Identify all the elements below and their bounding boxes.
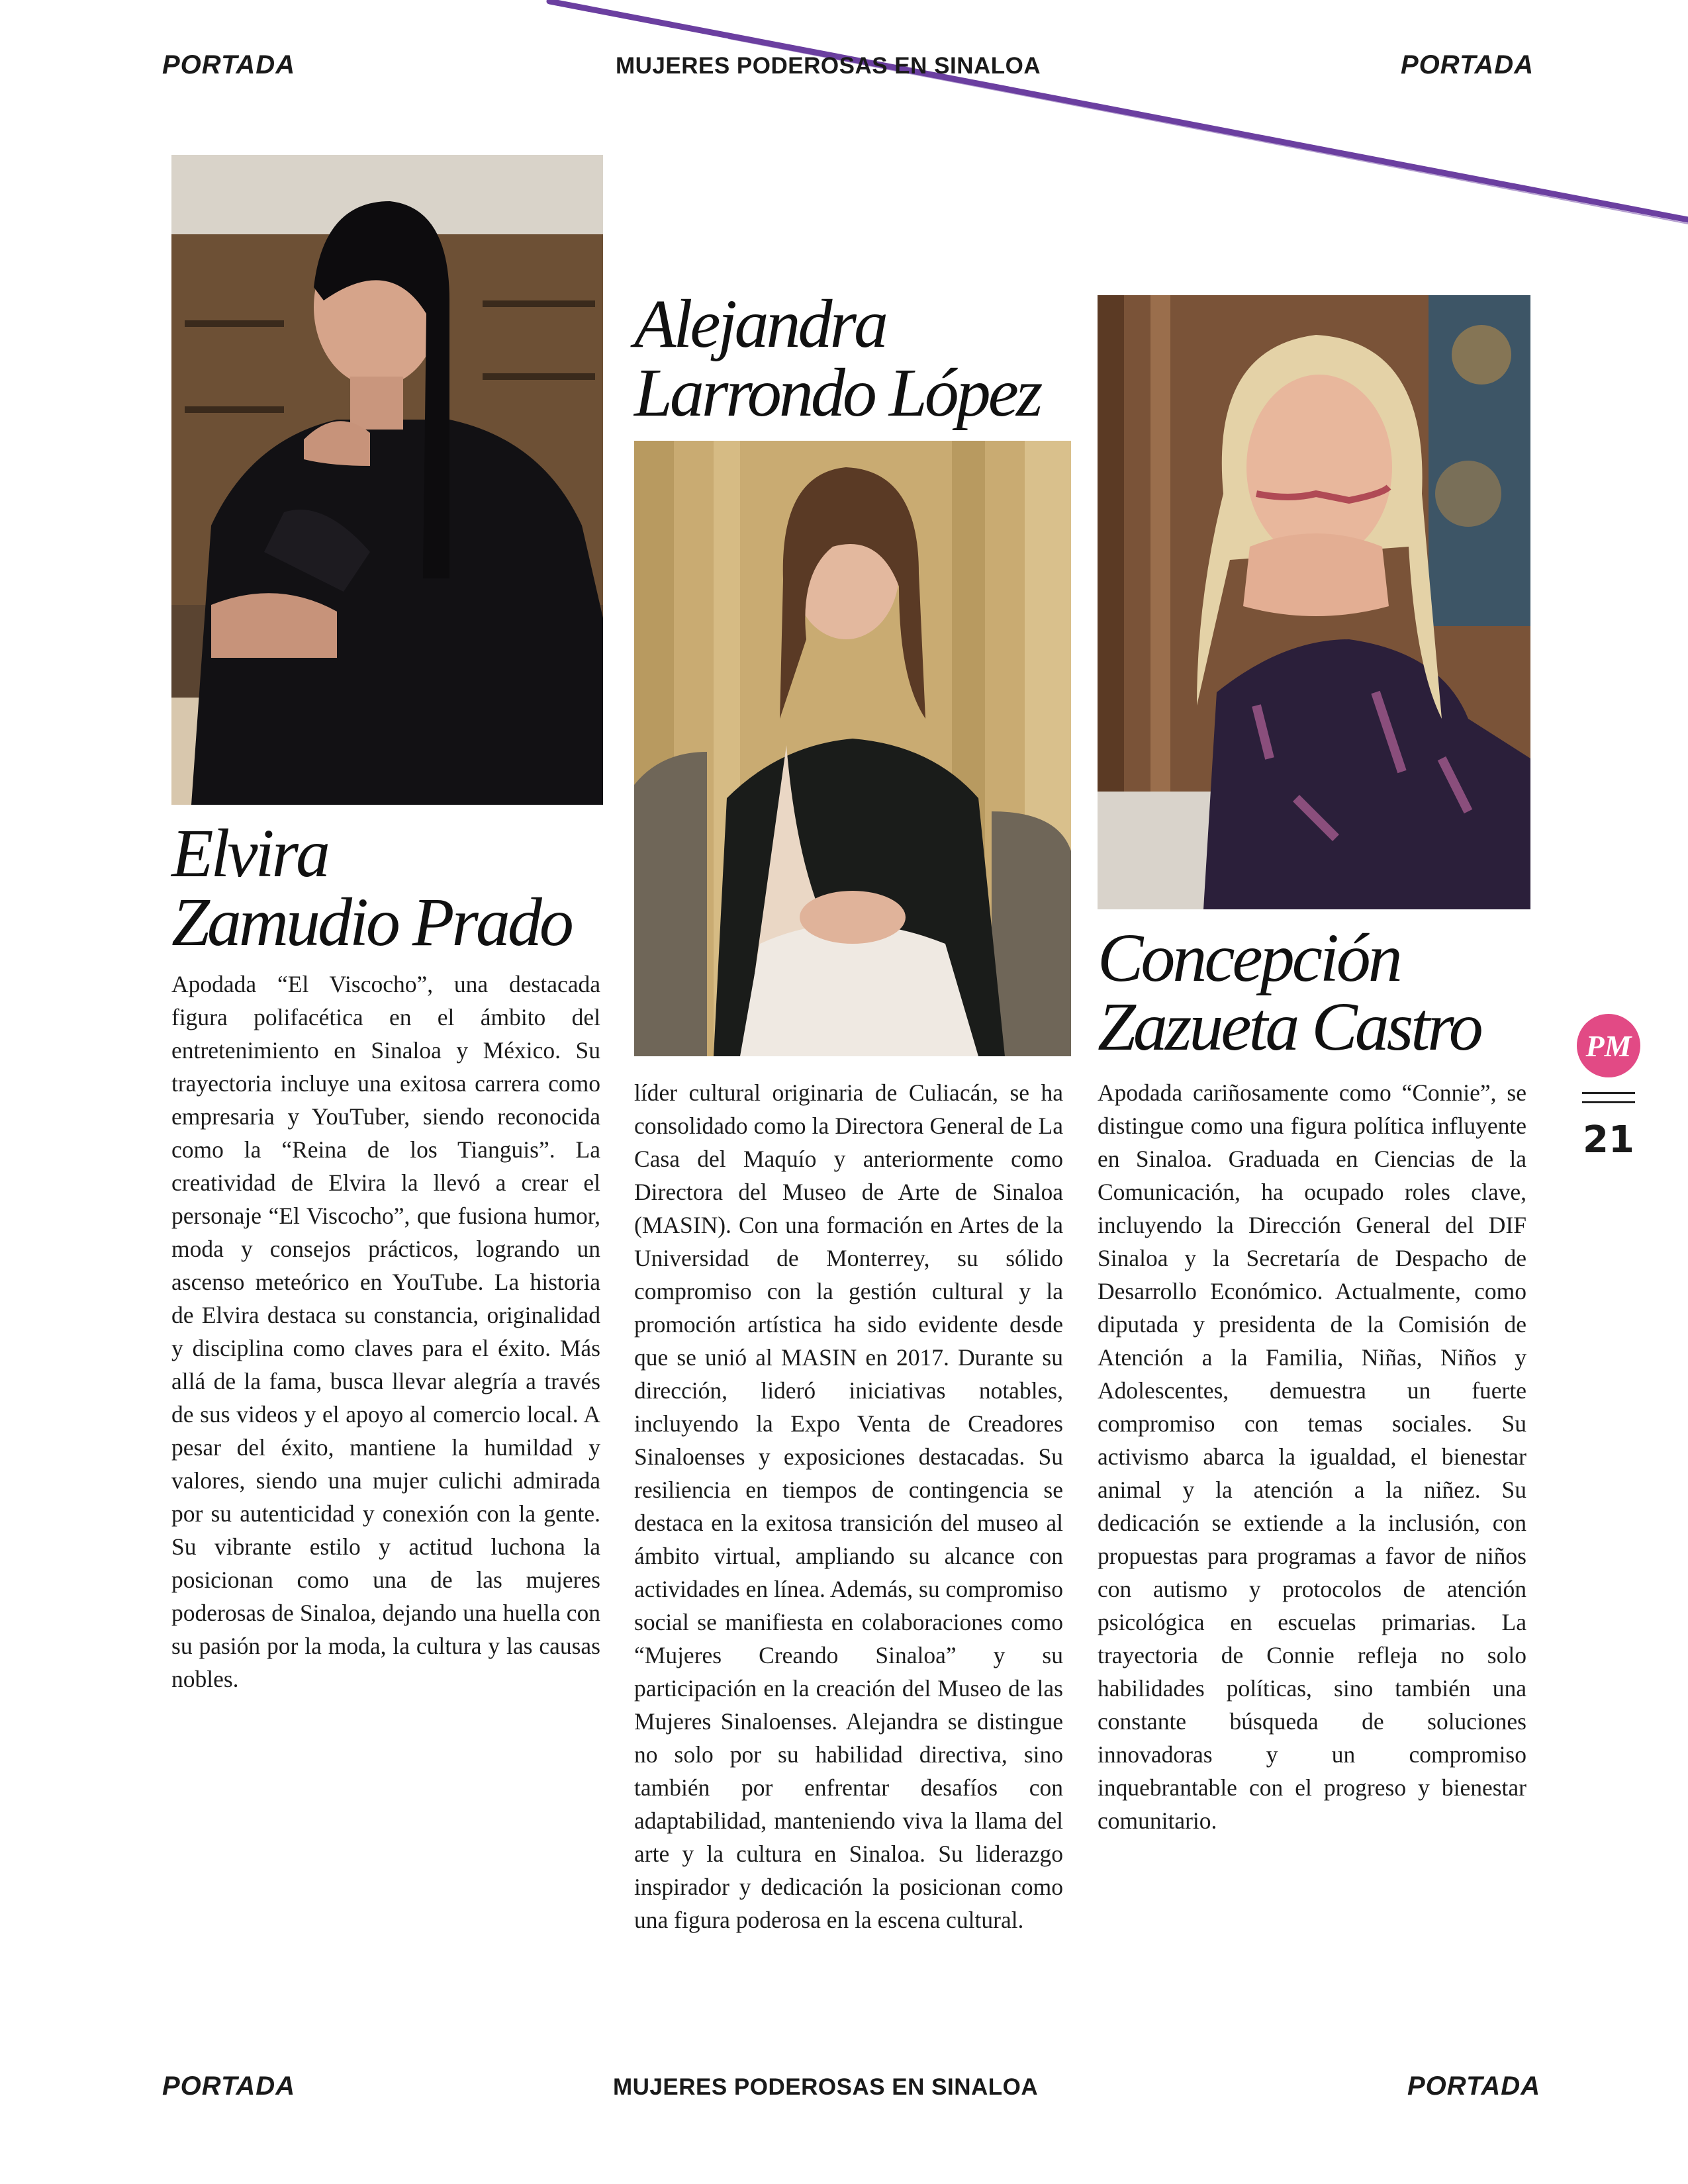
header-section-label-left: PORTADA	[162, 50, 296, 79]
portrait-photo-elvira	[171, 155, 603, 805]
page-number: 21	[1583, 1118, 1634, 1161]
profile-name-line2: Larrondo López	[634, 355, 1041, 431]
footer-section-label-right: PORTADA	[1407, 2071, 1541, 2101]
profile-name-line1: Concepción	[1098, 920, 1400, 996]
profile-name-alejandra	[634, 286, 1041, 431]
profile-bio-concepcion: Apodada cariñosamente como “Connie”, se distingue como una figura política influyente en Sinaloa. Graduada en Ciencias de la Comunicación, ha ocupado roles clave, incluyendo la Dirección General del DIF Sinaloa y la Secretaría de Despacho de Desarrollo Económico. Actualmente, como diputada y presidenta de la Comisión de Atención a la Familia, Niñas, Niños y Adolescentes, demuestra un fuerte compromiso con temas sociales. Su activismo abarca la igualdad, el bienestar animal y la atención a la niñez. Su dedicación se extiende a la inclusión, con propuestas para programas a favor de niños con autismo y protocolos de atención psicológica en escuelas primarias. La trayectoria de Connie refleja no solo habilidades políticas, sino también una constante búsqueda de soluciones innovadoras y un compromiso inquebrantable con el progreso y bienestar comunitario.	[1098, 1079, 1526, 1834]
profile-name-line1: Alejandra	[634, 286, 886, 362]
portrait-photo-alejandra	[634, 441, 1071, 1056]
profile-name-line1: Elvira	[171, 815, 328, 891]
profile-name-concepcion	[1098, 920, 1481, 1065]
profile-name-line2: Zazueta Castro	[1098, 989, 1481, 1065]
portrait-photo-concepcion	[1098, 295, 1530, 909]
profile-name-line2: Zamudio Prado	[171, 884, 571, 960]
profile-name-elvira	[171, 815, 571, 960]
footer-section-label-left: PORTADA	[162, 2071, 296, 2101]
header-section-label-right: PORTADA	[1401, 50, 1534, 79]
footer-magazine-section-title: MUJERES PODEROSAS EN SINALOA	[613, 2074, 1039, 2100]
profile-bio-alejandra: líder cultural originaria de Culiacán, se ha consolidado como la Directora General de La Casa del Maquío y anteriormente como Directora del Museo de Arte de Sinaloa (MASIN). Con una formación en Artes de la Universidad de Monterrey, su sólido compromiso con la gestión cultural y la promoción artística ha sido evidente desde que se unió al MASIN en 2017. Durante su dirección, lideró iniciativas notables, incluyendo la Expo Venta de Creadores Sinaloenses y exposiciones destacadas. Su resiliencia en tiempos de contingencia se destaca en la exitosa transición del museo al ámbito virtual, ampliando su alcance con actividades en línea. Además, su compromiso social se manifiesta en colaboraciones como “Mujeres Creando Sinaloa” y su participación en la creación del Museo de las Mujeres Sinaloenses. Alejandra se distingue no solo por su habilidad directiva, sino también por enfrentar desafíos con adaptabilidad, manteniendo viva la llama del arte y la cultura en Sinaloa. Su liderazgo inspirador y dedicación la posicionan como una figura poderosa en la escena cultural.	[634, 1079, 1063, 1933]
pm-logo-badge: PM	[1577, 1014, 1640, 1077]
divider-rule	[1582, 1092, 1635, 1094]
divider-rule	[1582, 1101, 1635, 1103]
header-magazine-section-title: MUJERES PODEROSAS EN SINALOA	[616, 53, 1041, 79]
profile-bio-elvira: Apodada “El Viscocho”, una destacada figura polifacética en el ámbito del entretenimiento en Sinaloa y México. Su trayectoria incluye una exitosa carrera como empresaria y YouTuber, siendo reconocida como la “Reina de los Tianguis”. La creatividad de Elvira la llevó a crear el personaje “El Viscocho”, que fusiona humor, moda y consejos prácticos, logrando un ascenso meteórico en YouTube. La historia de Elvira destaca su constancia, originalidad y disciplina como claves para el éxito. Más allá de la fama, busca llevar alegría a través de sus videos y el apoyo al comercio local. A pesar del éxito, mantiene la humildad y valores, siendo una mujer culichi admirada por su autenticidad y conexión con la gente. Su vibrante estilo y actitud luchona la posicionan como una de las mujeres poderosas de Sinaloa, dejando una huella con su pasión por la moda, la cultura y las causas nobles.	[171, 971, 600, 1692]
